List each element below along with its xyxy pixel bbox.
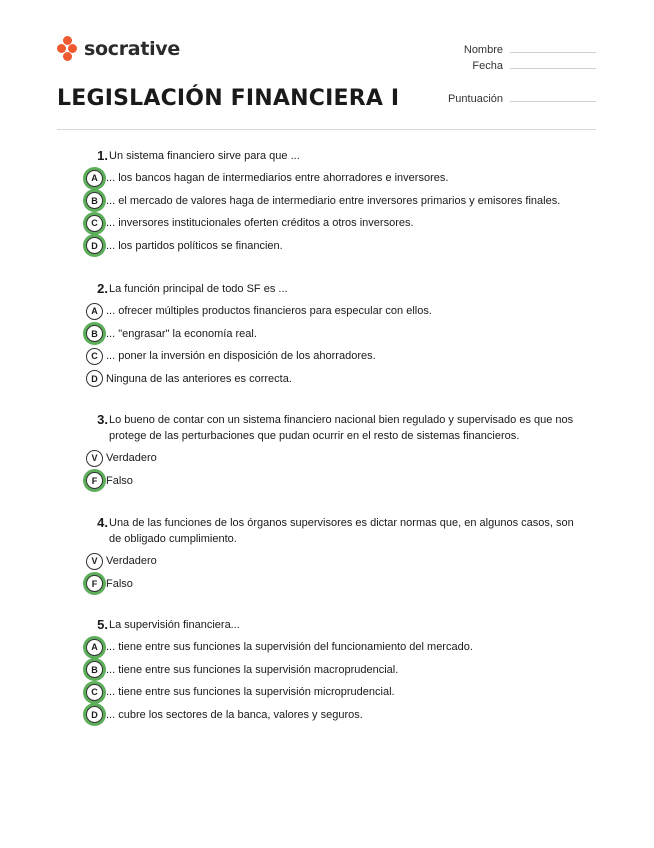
option-text: ... los partidos políticos se financien. — [106, 239, 283, 252]
question-text: La función principal de todo SF es ... — [109, 283, 288, 295]
option-false[interactable] — [86, 470, 586, 493]
option-badge-b: B — [86, 325, 103, 342]
option-badge-v: V — [86, 553, 103, 570]
option-text: ... los bancos hagan de intermediarios entre ahorradores e inversores. — [106, 172, 449, 185]
option-b[interactable] — [86, 190, 586, 213]
socrative-logo — [57, 36, 180, 62]
option-badge-a: A — [86, 170, 103, 187]
date-label: Fecha — [472, 60, 503, 72]
option-badge-v: V — [86, 450, 103, 467]
option-true[interactable] — [86, 550, 586, 573]
option-text: ... tiene entre sus funciones la supervisión macroprudencial. — [106, 663, 399, 676]
option-text: ... tiene entre sus funciones la supervisión del funcionamiento del mercado. — [106, 641, 473, 654]
option-c[interactable] — [86, 681, 586, 704]
date-line — [510, 68, 596, 69]
question-number: 1. — [97, 148, 108, 163]
option-true[interactable] — [86, 447, 586, 470]
question-5 — [86, 617, 586, 726]
option-a[interactable] — [86, 167, 586, 190]
option-badge-f: F — [86, 472, 103, 489]
question-number: 3. — [97, 412, 108, 427]
option-badge-c: C — [86, 684, 103, 701]
option-text: Verdadero — [106, 452, 157, 465]
option-c[interactable] — [86, 345, 586, 368]
option-text: ... tiene entre sus funciones la supervisión microprudencial. — [106, 686, 395, 699]
question-text: La supervisión financiera... — [109, 619, 240, 631]
option-d[interactable] — [86, 704, 586, 727]
option-b[interactable] — [86, 659, 586, 682]
option-d[interactable] — [86, 235, 586, 258]
header-divider — [57, 129, 596, 130]
option-badge-f: F — [86, 575, 103, 592]
option-text: ... cubre los sectores de la banca, valores y seguros. — [106, 708, 363, 721]
score-line — [510, 101, 596, 102]
option-text: Falso — [106, 577, 133, 590]
option-c[interactable] — [86, 212, 586, 235]
question-number: 4. — [97, 515, 108, 530]
option-badge-a: A — [86, 303, 103, 320]
page-title: LEGISLACIÓN FINANCIERA I — [57, 86, 400, 111]
option-badge-d: D — [86, 370, 103, 387]
question-4 — [86, 515, 586, 595]
option-a[interactable] — [86, 300, 586, 323]
student-fields — [464, 40, 596, 72]
brand-name: socrative — [84, 38, 180, 60]
option-text: Ninguna de las anteriores es correcta. — [106, 372, 292, 385]
option-text: ... poner la inversión en disposición de los ahorradores. — [106, 350, 376, 363]
name-label: Nombre — [463, 44, 503, 56]
question-1 — [86, 148, 586, 257]
score-label: Puntuación — [447, 93, 503, 105]
option-d[interactable] — [86, 368, 586, 391]
option-false[interactable] — [86, 573, 586, 596]
option-badge-b: B — [86, 661, 103, 678]
question-text: Lo bueno de contar con un sistema financiero nacional bien regulado y supervisado es que nos protege de las perturbaciones que pudan ocurrir en el resto de sistemas financieros. — [109, 414, 574, 442]
question-text: Un sistema financiero sirve para que ... — [109, 150, 300, 162]
name-line — [510, 52, 596, 53]
question-number: 2. — [97, 281, 108, 296]
option-badge-a: A — [86, 639, 103, 656]
question-text: Una de las funciones de los órganos supervisores es dictar normas que, en algunos casos, son de obligado cumplimiento. — [109, 517, 574, 545]
question-2 — [86, 281, 586, 390]
option-text: ... inversores institucionales oferten créditos a otros inversores. — [106, 217, 414, 230]
question-3 — [86, 412, 586, 492]
option-badge-d: D — [86, 706, 103, 723]
option-text: ... el mercado de valores haga de intermediario entre inversores primarios y emisores finales. — [106, 194, 561, 207]
option-text: ... "engrasar" la economía real. — [106, 327, 257, 340]
option-b[interactable] — [86, 323, 586, 346]
name-field[interactable] — [464, 40, 596, 56]
option-badge-c: C — [86, 348, 103, 365]
option-text: Falso — [106, 474, 133, 487]
socrative-logo-icon — [57, 36, 79, 62]
option-badge-d: D — [86, 237, 103, 254]
date-field[interactable] — [464, 56, 596, 72]
option-text: ... ofrecer múltiples productos financieros para especular con ellos. — [106, 305, 432, 318]
option-badge-b: B — [86, 192, 103, 209]
option-badge-c: C — [86, 215, 103, 232]
score-field[interactable] — [448, 93, 596, 105]
option-a[interactable] — [86, 636, 586, 659]
question-number: 5. — [97, 617, 108, 632]
option-text: Verdadero — [106, 555, 157, 568]
